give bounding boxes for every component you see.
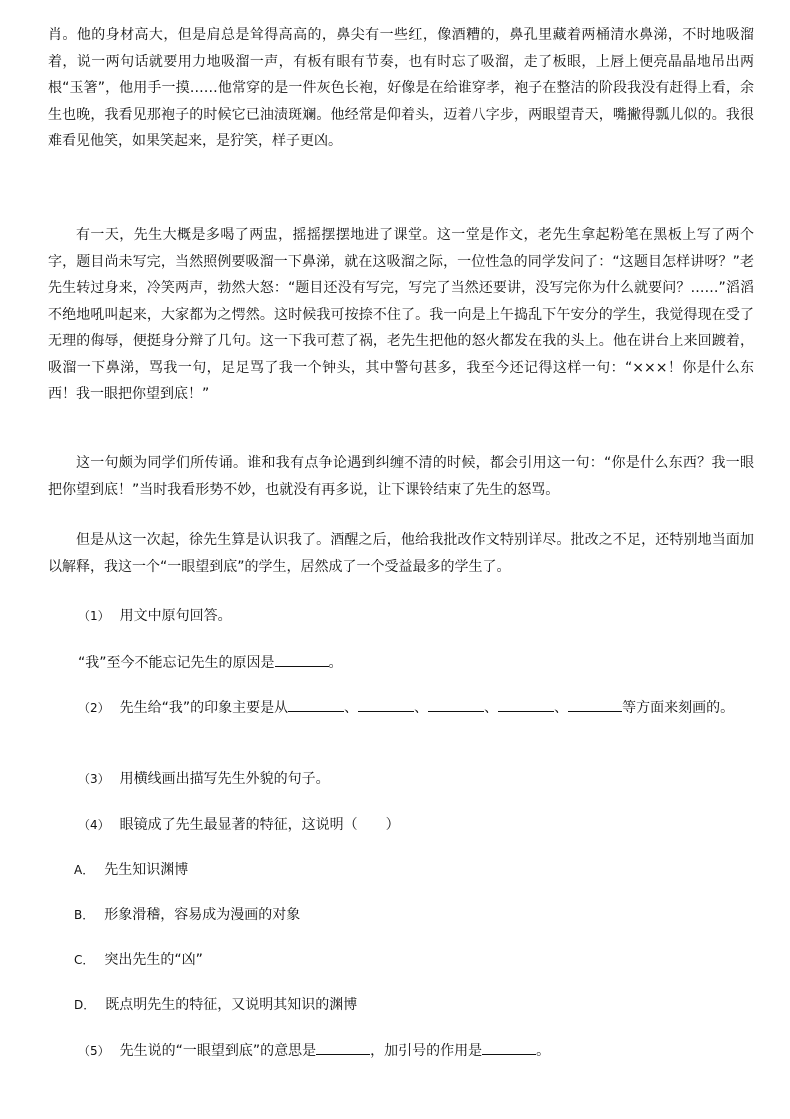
question-2-prefix: 先生给“我”的印象主要是从 [119,700,289,716]
question-3-text: 用横线画出描写先生外貌的句子。 [119,771,330,787]
question-2-separator: 、 [484,700,499,716]
question-2-suffix: 等方面来刻画的。 [622,700,735,716]
option-d[interactable] [74,995,357,1015]
question-2-separator: 、 [344,700,359,716]
question-5-number: （5） [78,1044,110,1058]
question-4 [78,815,400,835]
question-3-number: （3） [78,772,110,786]
question-2-number: （2） [78,701,110,715]
question-5-suffix: 。 [536,1043,551,1059]
question-4-text: 眼镜成了先生最显著的特征，这说明（ ） [119,817,400,833]
answer-blank-2e[interactable] [568,697,622,712]
answer-blank-2c[interactable] [428,697,484,712]
option-a-text: 先生知识渊博 [104,862,189,878]
answer-blank-5a[interactable] [316,1040,370,1055]
question-1-subitem [78,652,343,673]
question-5 [78,1040,550,1061]
question-4-number: （4） [78,818,110,832]
passage-paragraph-3: 这一句颇为同学们所传诵。谁和我有点争论遇到纠缠不清的时候，都会引用这一句：“你是什么东西？我一眼把你望到底！”当时我看形势不妙，也就没有再多说，让下课铃结束了先生的怒骂。 [48,455,754,498]
answer-blank-5b[interactable] [482,1040,536,1055]
option-c-text: 突出先生的“凶” [104,952,203,968]
question-1 [78,606,232,626]
passage-paragraph-4: 但是从这一次起，徐先生算是认识我了。酒醒之后，他给我批改作文特别详尽。批改之不足，还特别地当面加以解释，我这一个“一眼望到底”的学生，居然成了一个受益最多的学生了。 [48,532,754,575]
option-b-text: 形象滑稽，容易成为漫画的对象 [104,907,301,923]
option-a-letter: A． [74,863,95,877]
option-b-letter: B． [74,908,95,922]
option-a[interactable] [74,860,188,880]
question-5-prefix: 先生说的“一眼望到底”的意思是 [119,1043,317,1059]
question-2-separator: 、 [554,700,569,716]
option-c-letter: C． [74,953,95,967]
answer-blank-2a[interactable] [288,697,344,712]
answer-blank-2d[interactable] [498,697,554,712]
question-5-mid: ，加引号的作用是 [370,1043,483,1059]
question-1-sub-prefix: “我”至今不能忘记先生的原因是 [78,655,275,671]
question-1-text: 用文中原句回答。 [119,608,232,624]
option-b[interactable] [74,905,300,925]
option-c[interactable] [74,950,203,970]
question-2 [78,697,734,718]
question-3 [78,769,330,789]
question-2-separator: 、 [414,700,429,716]
answer-blank-2b[interactable] [358,697,414,712]
question-1-number: （1） [78,609,110,623]
question-1-sub-suffix: 。 [328,655,343,671]
passage-paragraph-1: 肖。他的身材高大，但是肩总是耸得高高的，鼻尖有一些红，像酒糟的，鼻孔里藏着两桶清水鼻涕，不时地吸溜着，说一两句话就要用力地吸溜一声，有板有眼有节奏，也有时忘了吸溜，走了板眼，上唇上便亮晶晶地吊出两根“玉箸”，他用手一摸……他常穿的是一件灰色长袍，好像是在给谁穿孝，袍子在整洁的阶段我没有赶得上看，余生也晚，我看见那袍子的时候它已油渍斑斓。他经常是仰着头，迈着八字步，两眼望青天，嘴撇得瓢儿似的。我很难看见他笑，如果笑起来，是狞笑，样子更凶。 [48,27,754,149]
passage-paragraph-2: 有一天，先生大概是多喝了两盅，摇摇摆摆地进了课堂。这一堂是作文，老先生拿起粉笔在黑板上写了两个字，题目尚未写完，当然照例要吸溜一下鼻涕，就在这吸溜之际，一位性急的同学发问了：“这题目怎样讲呀？”老先生转过身来，冷笑两声，勃然大怒：“题目还没有写完，写完了当然还要讲，没写完你为什么就要问？……”滔滔不绝地吼叫起来，大家都为之愕然。这时候我可按捺不住了。我一向是上午捣乱下午安分的学生，我觉得现在受了无理的侮辱，便挺身分辩了几句。这一下我可惹了祸，老先生把他的怒火都发在我的头上。他在讲台上来回踱着，吸溜一下鼻涕，骂我一句，足足骂了我一个钟头，其中警句甚多，我至今还记得这样一句：“×××！你是什么东西！我一眼把你望到底！” [48,227,754,402]
answer-blank-1[interactable] [275,652,329,667]
option-d-letter: D． [74,998,96,1012]
option-d-text: 既点明先生的特征，又说明其知识的渊博 [105,997,358,1013]
